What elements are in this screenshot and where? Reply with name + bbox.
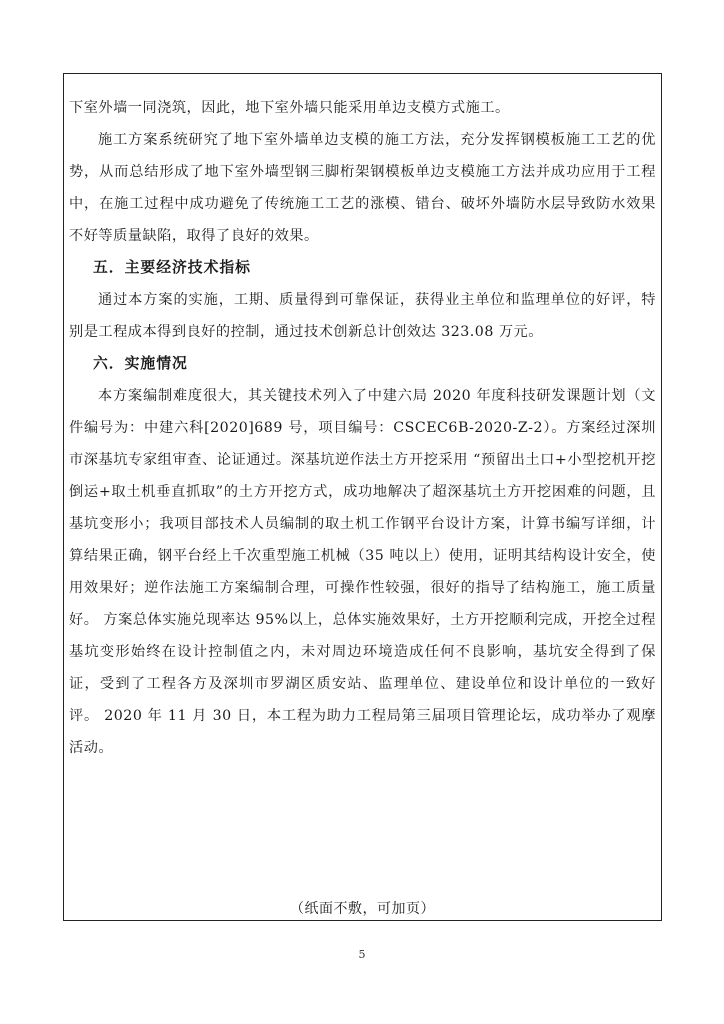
section-heading-5: 五．主要经济技术指标 xyxy=(93,259,251,276)
paragraph-implementation: 本方案编制难度很大，其关键技术列入了中建六局 2020 年度科技研发课题计划（文件编号为：中建六科[2020]689 号，项目编号：CSCEC6B-2020-Z-2）。方案经过深圳市深基坑专家组审查、论证通过。深基坑逆作法土方开挖采用 “预留出土口+小型挖机开挖倒运+取土机垂直抓取”的土方开挖方式，成功地解决了超深基坑土方开挖困难的问题，且基坑变形小；我项目部技术人员编制的取土机工作钢平台设计方案，计算书编写详细，计算结果正确，钢平台经上千次重型施工机械（35 吨以上）使用，证明其结构设计安全，使用效果好；逆作法施工方案编制合理，可操作性较强，很好的指导了结构施工，施工质量好。 方案总体实施兑现率达 95%以上，总体实施效果好，土方开挖顺利完成，开挖全过程基坑变形始终在设计控制值之内，未对周边环境造成任何不良影响，基坑安全得到了保证，受到了工程各方及深圳市罗湖区质安站、监理单位、建设单位和设计单位的一致好评。 2020 年 11 月 30 日，本工程为助力工程局第三届项目管理论坛，成功举办了观摩活动。 xyxy=(69,388,656,756)
paragraph-economics: 通过本方案的实施，工期、质量得到可靠保证，获得业主单位和监理单位的好评，特别是工程成本得到良好的控制，通过技术创新总计创效达 323.08 万元。 xyxy=(69,292,656,340)
body-text xyxy=(69,92,656,764)
paragraph-method: 施工方案系统研究了地下室外墙单边支模的施工方法，充分发挥钢模板施工工艺的优势，从而总结形成了地下室外墙型钢三脚桁架钢模板单边支模施工方法并成功应用于工程中，在施工过程中成功避免了传统施工工艺的涨模、错台、破坏外墙防水层导致防水效果不好等质量缺陷，取得了良好的效果。 xyxy=(69,132,656,244)
section-heading-6: 六．实施情况 xyxy=(93,355,188,372)
page-footnote: （纸面不敷，可加页） xyxy=(290,901,435,917)
page-number: 5 xyxy=(358,948,366,961)
paragraph-continuation: 下室外墙一同浇筑，因此，地下室外墙只能采用单边支模方式施工。 xyxy=(69,100,510,116)
content-frame xyxy=(63,73,662,921)
